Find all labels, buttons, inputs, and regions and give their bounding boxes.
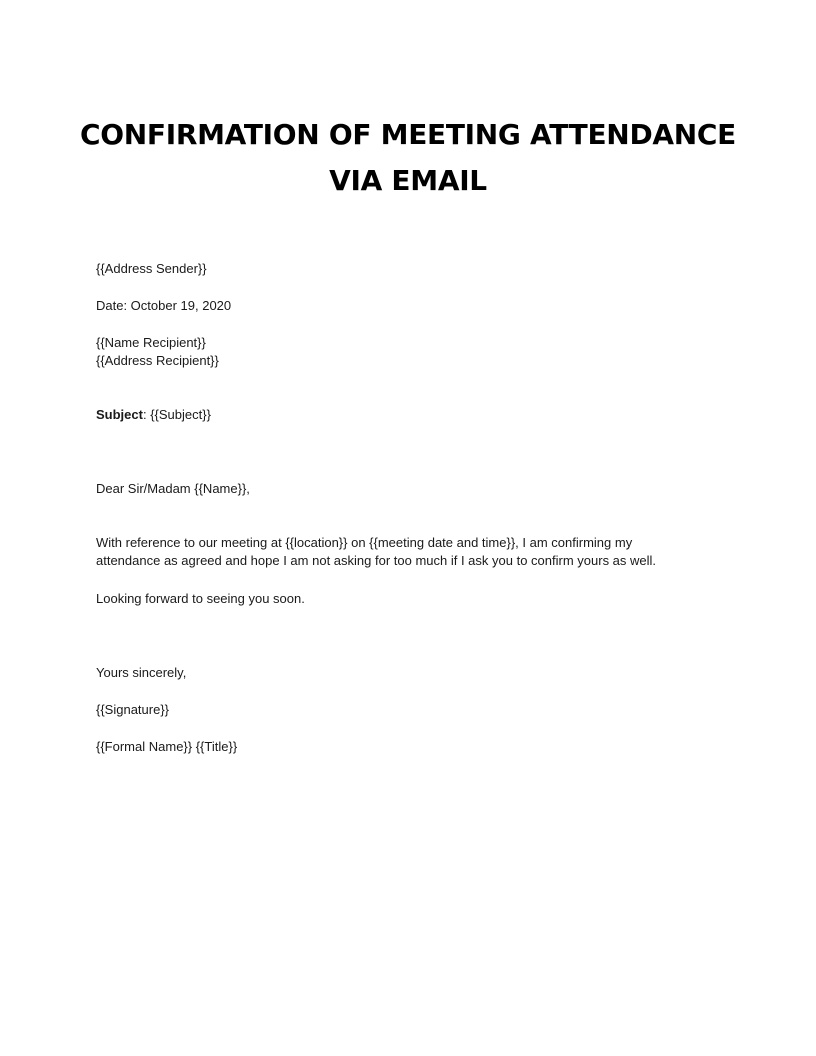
recipient-name: {{Name Recipient}}	[96, 335, 206, 350]
sender-address: {{Address Sender}}	[96, 261, 207, 276]
closing-line: Looking forward to seeing you soon.	[96, 591, 305, 606]
subject-line	[96, 406, 736, 424]
salutation: Dear Sir/Madam {{Name}},	[96, 481, 250, 496]
letter-date: Date: October 19, 2020	[96, 298, 232, 313]
title-line-2: VIA EMAIL	[329, 164, 487, 197]
body-paragraph-line-1: With reference to our meeting at {{location}} on {{meeting date and time}}, I am confirming my	[96, 535, 633, 550]
body-paragraph-line-2: attendance as agreed and hope I am not asking for too much if I ask you to confirm yours as well.	[96, 553, 657, 568]
subject-label: Subject	[96, 407, 143, 422]
formal-name-title: {{Formal Name}} {{Title}}	[96, 739, 238, 754]
page-title	[60, 112, 756, 204]
subject-value: : {{Subject}}	[142, 407, 211, 422]
title-line-1: CONFIRMATION OF MEETING ATTENDANCE	[80, 118, 736, 151]
sign-off: Yours sincerely,	[96, 665, 187, 680]
signature: {{Signature}}	[96, 702, 170, 717]
recipient-address: {{Address Recipient}}	[96, 353, 219, 368]
